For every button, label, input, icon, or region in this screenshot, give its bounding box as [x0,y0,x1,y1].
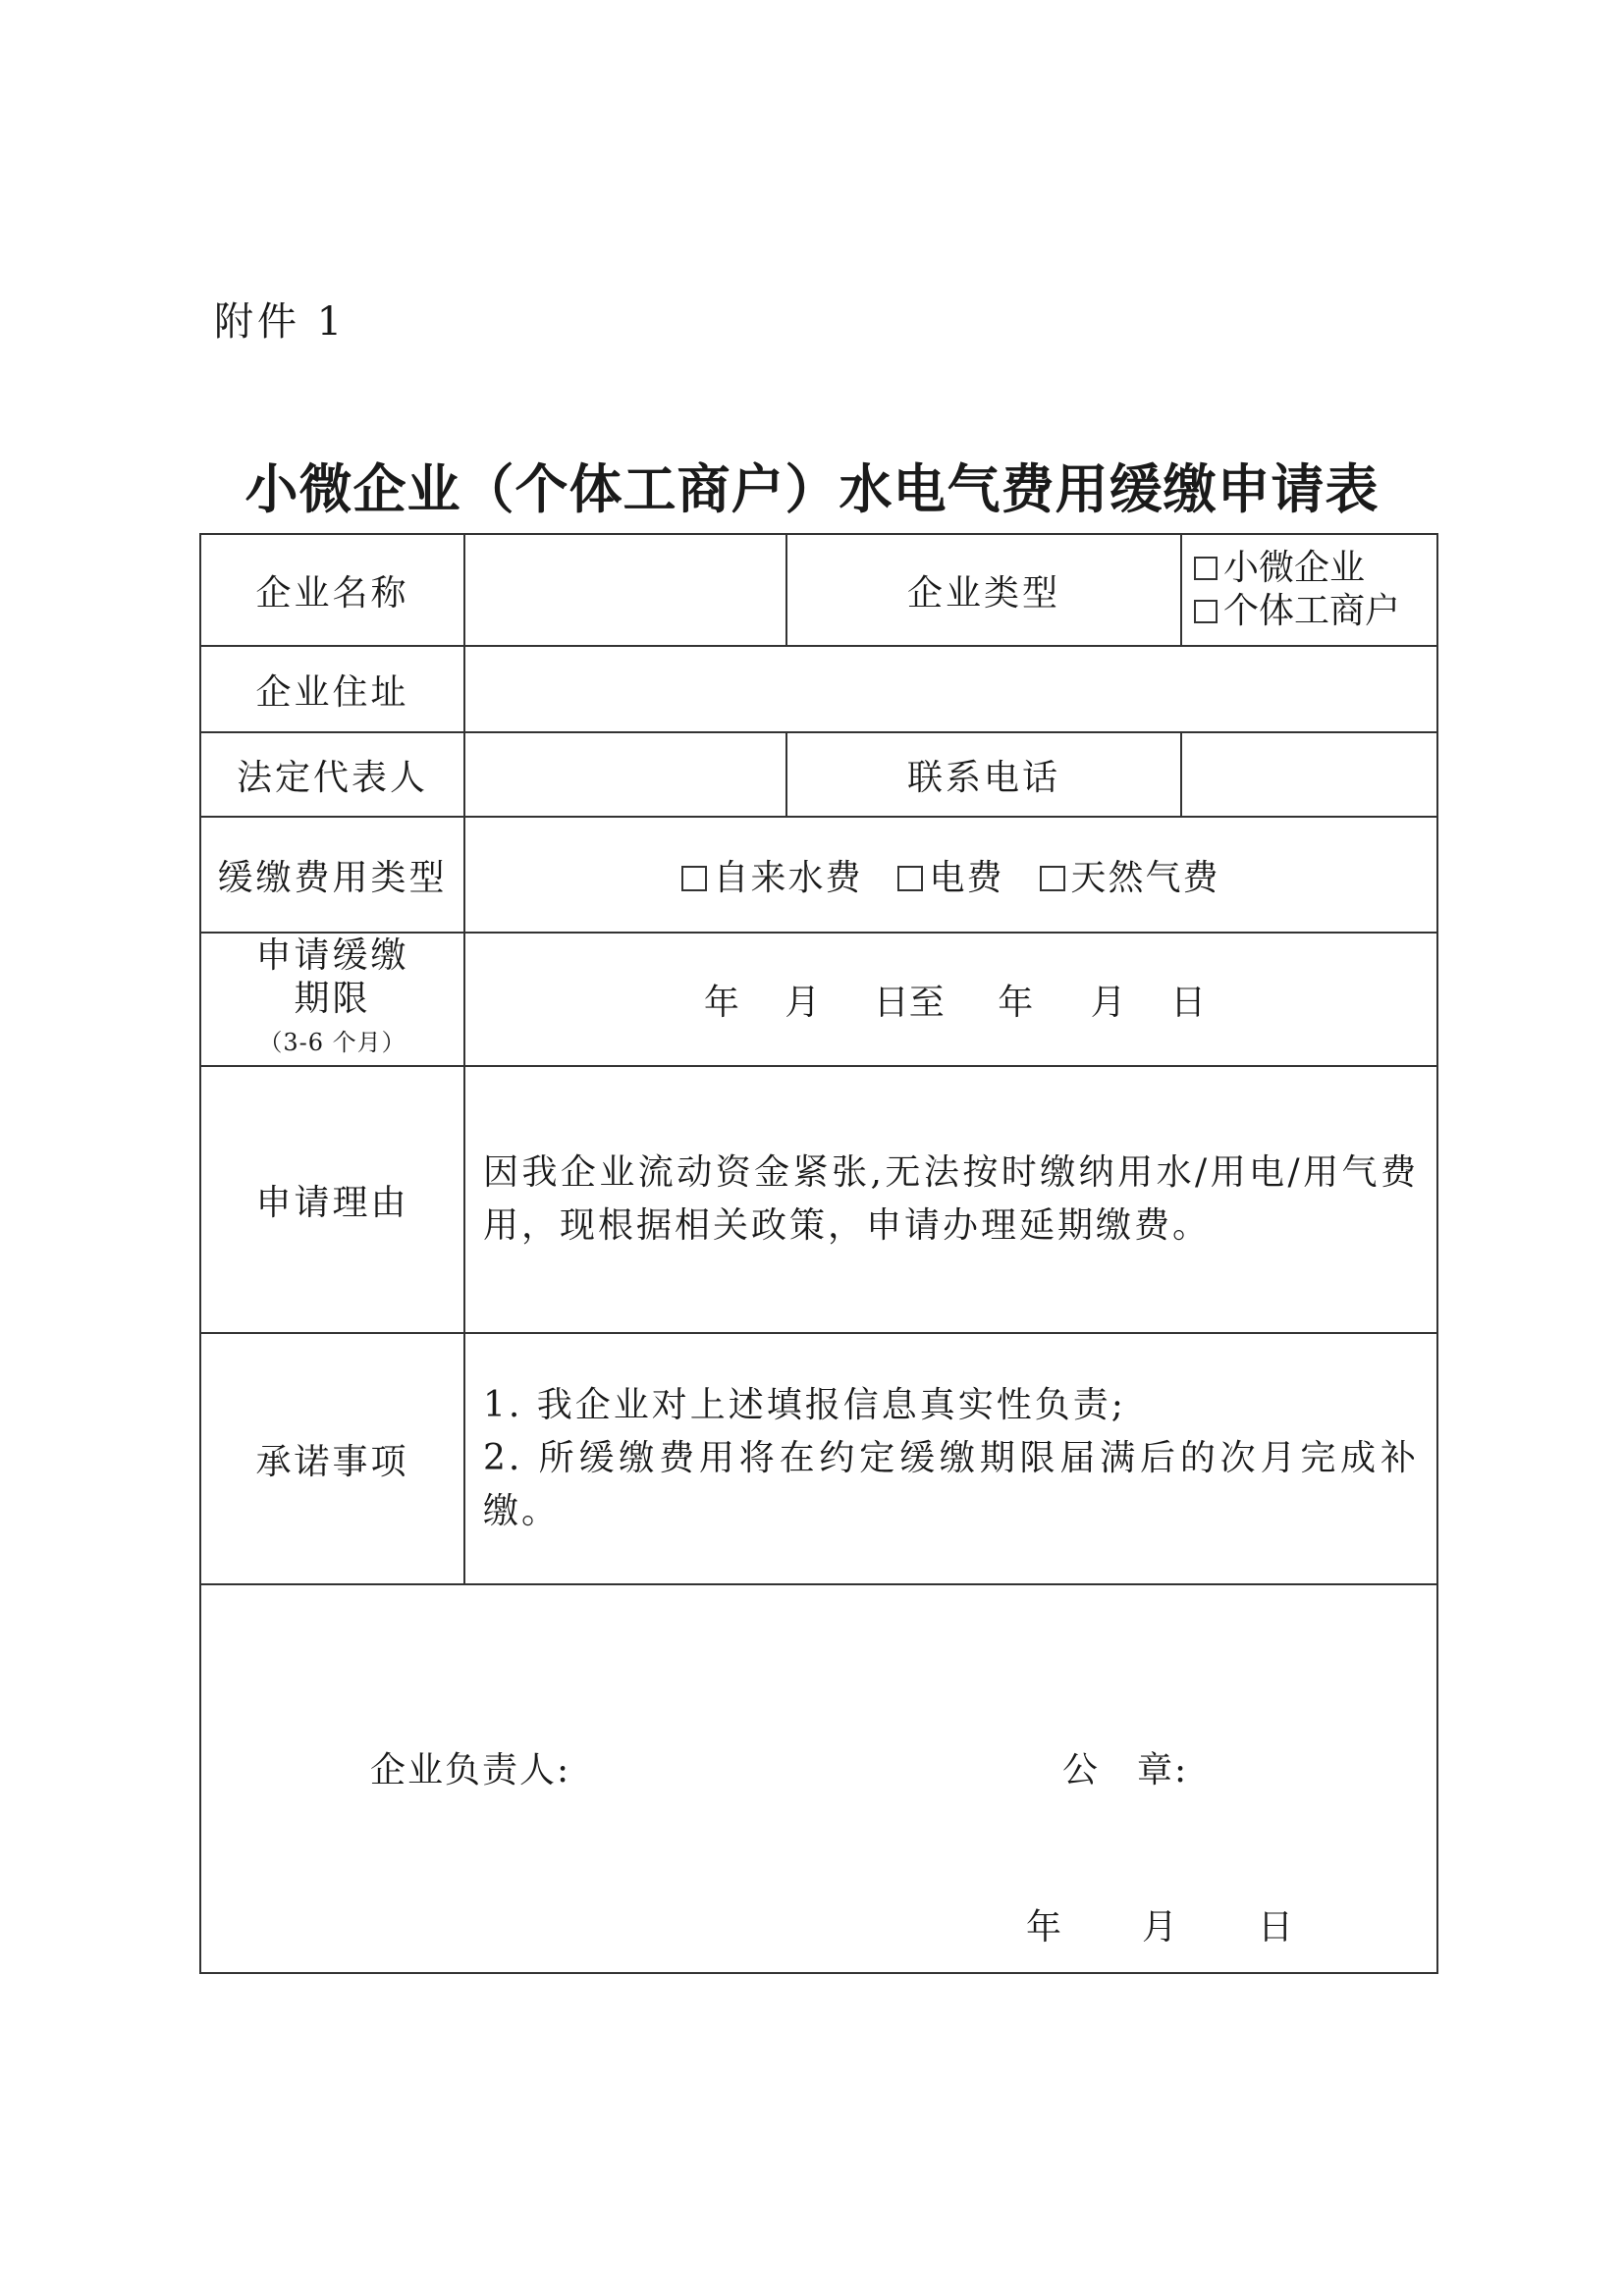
period-label: 申请缓缴 期限 （3-6 个月） [200,933,464,1066]
company-type-option-small-micro[interactable]: 小微企业 [1194,547,1436,590]
fee-type-options [464,817,1437,933]
commitment-items [464,1333,1437,1584]
legal-rep-field[interactable] [464,732,786,817]
fee-option-water[interactable]: 自来水费 [681,858,862,898]
checkbox-icon[interactable] [1194,557,1218,580]
signature-section [200,1584,1437,1973]
checkbox-icon[interactable] [897,866,923,891]
application-form [199,533,1438,1974]
company-name-field[interactable] [464,534,786,646]
period-field[interactable]: 年 月 日至 年 月 日 [464,933,1437,1066]
company-name-label: 企业名称 [200,534,464,646]
checkbox-icon[interactable] [681,866,707,891]
commitment-label: 承诺事项 [200,1333,464,1584]
seal-label: 公 章: [1062,1750,1189,1790]
sign-date: 年 月 日 [1026,1907,1294,1948]
address-label: 企业住址 [200,646,464,732]
reason-text: 因我企业流动资金紧张,无法按时缴纳用水/用电/用气费用，现根据相关政策，申请办理延期缴费。 [464,1066,1437,1333]
address-field[interactable] [464,646,1437,732]
fee-option-gas[interactable]: 天然气费 [1040,858,1220,898]
checkbox-icon[interactable] [1040,866,1065,891]
fee-option-electricity[interactable]: 电费 [897,858,1003,898]
commitment-item: 1. 我企业对上述填报信息真实性负责; [483,1385,1126,1425]
signer-label: 企业负责人: [370,1750,571,1790]
attachment-label: 附件 1 [214,299,347,345]
legal-rep-label: 法定代表人 [200,732,464,817]
fee-type-label: 缓缴费用类型 [200,817,464,933]
phone-field[interactable] [1181,732,1437,817]
checkbox-icon[interactable] [1194,600,1218,623]
page-title: 小微企业（个体工商户）水电气费用缓缴申请表 [244,458,1380,520]
company-type-label: 企业类型 [786,534,1181,646]
phone-label: 联系电话 [786,732,1181,817]
company-type-option-individual[interactable]: 个体工商户 [1194,590,1436,633]
company-type-options [1181,534,1437,646]
reason-label: 申请理由 [200,1066,464,1333]
commitment-item: 2. 所缓缴费用将在约定缓缴期限届满后的次月完成补缴。 [483,1438,1419,1531]
